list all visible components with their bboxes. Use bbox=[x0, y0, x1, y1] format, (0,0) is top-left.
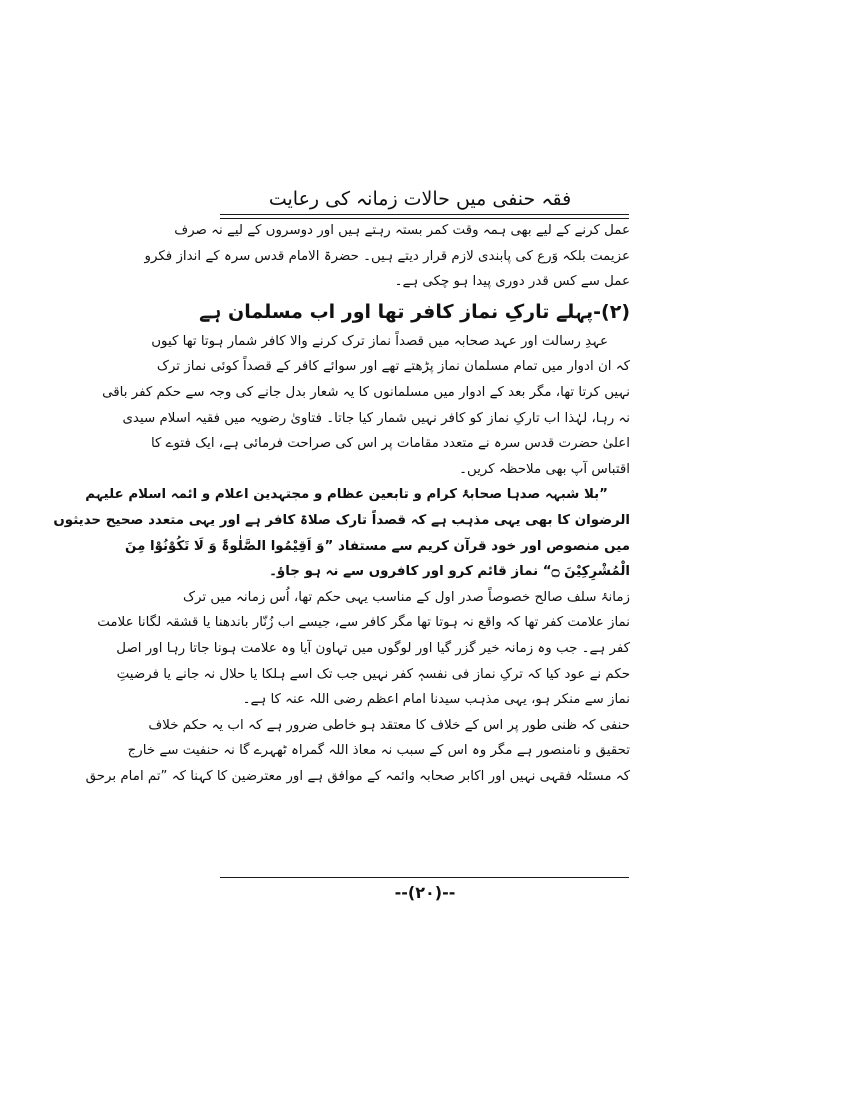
paragraph-2 bbox=[97, 585, 630, 713]
quote-line: ”بلا شبہہ صدہا صحابۂ کرام و تابعین عظام و مجتہدین اعلام و ائمہ اسلام علیہم bbox=[85, 487, 608, 503]
footer-rule bbox=[220, 877, 629, 878]
text-line: تحقیق و نامنصور ہے مگر وہ اس کے سبب نہ معاذ اللہ گمراہ ٹھہرے گا نہ حنفیت سے خارج bbox=[127, 743, 630, 759]
text-line: زمانۂ سلف صالح خصوصاً صدر اول کے مناسب یہی حکم تھا، اُس زمانہ میں ترک bbox=[183, 589, 630, 605]
quote-line: الرضوان کا بھی یہی مذہب ہے کہ قصداً تارک صلاۃ کافر ہے اور یہی متعدد صحیح حدیثوں bbox=[53, 512, 630, 528]
intro-paragraph bbox=[144, 218, 630, 295]
text-line: اقتباس آپ بھی ملاحظہ کریں۔ bbox=[459, 461, 630, 477]
paragraph-1 bbox=[102, 329, 630, 483]
quote-line: میں منصوص اور خود قرآن کریم سے مستفاد ”وَ اَقِیْمُوا الصَّلٰوۃَ وَ لَا تَكُوْنُوْا مِنَ bbox=[125, 538, 630, 554]
paragraph-3 bbox=[85, 713, 630, 790]
text-line: عمل کرنے کے لیے بھی ہمہ وقت کمر بستہ رہتے ہیں اور دوسروں کے لیے نہ صرف bbox=[174, 223, 630, 238]
text-line: نماز سے منکر ہو، یہی مذہب سیدنا امام اعظم رضی اللہ عنہ کا ہے۔ bbox=[242, 692, 630, 708]
text-line: نماز علامت کفر تھا کہ واقع نہ ہوتا تھا مگر کافر سے، جیسے اب زُنّار باندھنا یا قشقہ لگانا علامت bbox=[97, 615, 630, 631]
quote-line: الْمُشْرِكِیْنَ ۝“ نماز قائم کرو اور کافروں سے نہ ہو جاؤ۔ bbox=[269, 564, 630, 580]
text-line: عہدِ رسالت اور عہد صحابہ میں قصداً نماز ترک کرنے والا کافر شمار ہوتا تھا کیوں bbox=[151, 333, 608, 349]
page-number: --(۲۰)-- bbox=[394, 883, 456, 902]
text-line: نہ رہا، لہٰذا اب تارکِ نماز کو کافر نہیں شمار کیا جاتا۔ فتاویٰ رضویہ میں فقیہ اسلام سیدی bbox=[122, 410, 630, 426]
text-line: کفر ہے۔ جب وہ زمانہ خیر گزر گیا اور لوگوں میں تہاون آیا وہ علامت ہونا جاتا رہا اور اصل bbox=[116, 640, 630, 656]
page-body bbox=[53, 218, 630, 789]
text-line: حنفی کہ ظنی طور پر اس کے خلاف کا معتقد ہو خاطی ضرور ہے کہ اب یہ حکم خلاف bbox=[148, 717, 630, 733]
section-heading: (۲)-پہلے تارکِ نماز کافر تھا اور اب مسلمان ہے bbox=[199, 300, 630, 323]
text-line: کہ ان ادوار میں تمام مسلمان نماز پڑھتے تھے اور سوائے کافر کے قصداً کوئی نماز ترک bbox=[156, 359, 630, 375]
text-line: عزیمت بلکہ وَرع کی پابندی لازم قرار دیتے ہیں۔ حضرۃ الامام قدس سرہ کے انداز فکرو bbox=[144, 248, 630, 264]
running-header-title: فقہ حنفی میں حالات زمانہ کی رعایت bbox=[268, 188, 572, 210]
text-line: حکم نے عود کیا کہ ترکِ نماز فی نفسہٖ کفر نہیں جب تک اسے ہلکا یا حلال نہ جانے یا فرضیتِ bbox=[116, 666, 630, 682]
text-line: اعلیٰ حضرت قدس سرہ نے متعدد مقامات پر اس کی صراحت فرمائی ہے، ایک فتوے کا bbox=[150, 436, 630, 452]
header-rule-top bbox=[220, 214, 629, 215]
text-line: کہ مسئلہ فقہی نہیں اور اکابر صحابہ وائمہ کے موافق ہے اور معترضین کا کہنا کہ ”تم امام برحق bbox=[85, 768, 630, 784]
quotation-block bbox=[53, 482, 630, 584]
text-line: نہیں کرتا تھا، مگر بعد کے ادوار میں مسلمانوں کا یہ شعار بدل جانے کی وجہ سے حکم کفر باقی bbox=[102, 384, 630, 400]
text-line: عمل سے کس قدر دوری پیدا ہو چکی ہے۔ bbox=[394, 274, 630, 290]
